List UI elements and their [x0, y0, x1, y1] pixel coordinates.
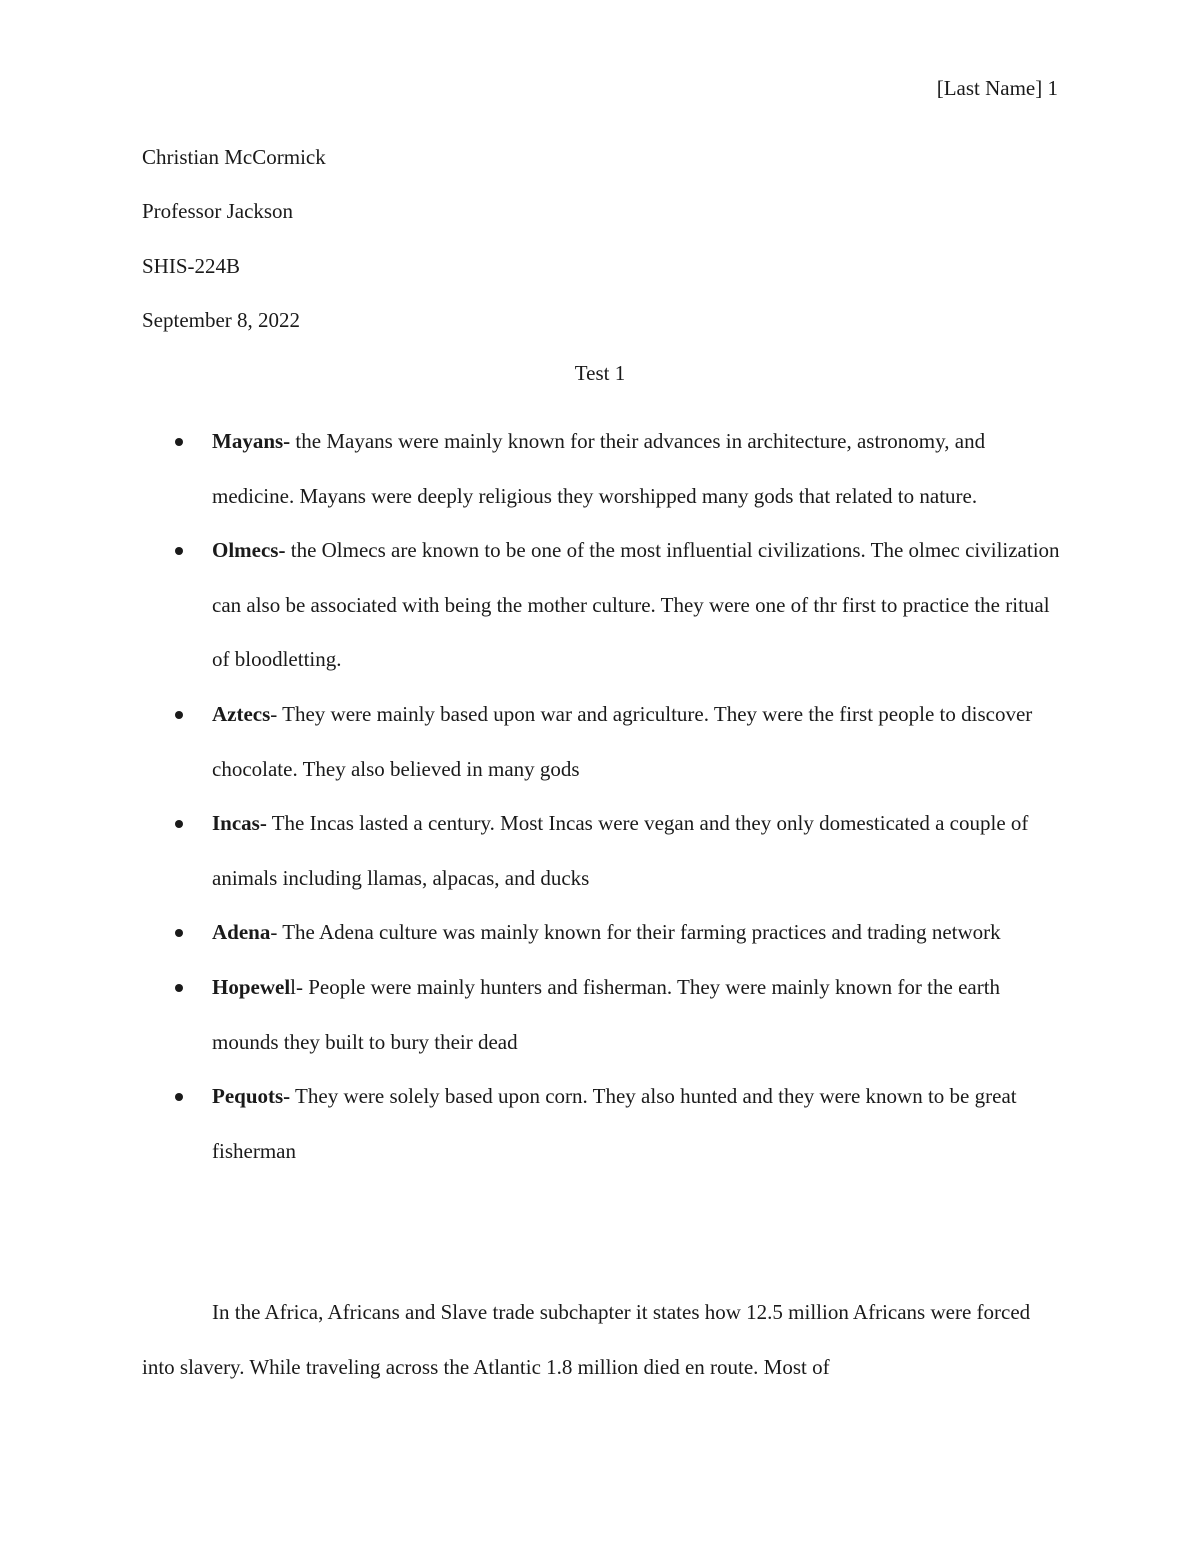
bullet-term: Hopewel [212, 974, 291, 999]
running-head: [Last Name] 1 [936, 76, 1058, 100]
bullet-text: - They were mainly based upon war and agriculture. They were the first people to discover chocolate. They also believed in many gods [212, 701, 1033, 781]
bullet-list [0, 414, 1200, 1178]
bullet-text: the Olmecs are known to be one of the most influential civilizations. The olmec civilization can also be associated with being the mother culture. They were one of thr first to practice the ritual of bloodletting. [212, 538, 1060, 672]
list-item [212, 796, 1060, 905]
bullet-icon [175, 820, 183, 828]
bullet-text: The Incas lasted a century. Most Incas were vegan and they only domesticated a couple of animals including llamas, alpacas, and ducks [212, 811, 1029, 890]
list-item [212, 523, 1060, 687]
bullet-icon [175, 984, 183, 992]
list-item [212, 687, 1060, 796]
list-item [212, 1069, 1060, 1178]
document-title: Test 1 [574, 361, 626, 385]
bullet-term: Aztecs [212, 701, 271, 726]
bullet-text: l- People were mainly hunters and fisherman. They were mainly known for the earth mounds they built to bury their dead [212, 974, 1001, 1054]
list-item [212, 960, 1060, 1069]
bullet-term: Olmecs- [212, 538, 286, 563]
bullet-icon [175, 1093, 183, 1101]
bullet-icon [175, 929, 183, 937]
bullet-icon [175, 438, 183, 446]
course-code: SHIS-224B [142, 254, 241, 278]
list-item [212, 905, 1060, 960]
bullet-term: Mayans- [212, 429, 291, 453]
bullet-term: Pequots- [212, 1084, 291, 1109]
document-date: September 8, 2022 [142, 308, 301, 332]
list-item [212, 414, 1060, 523]
bullet-text: - The Adena culture was mainly known for their farming practices and trading network [270, 920, 1001, 945]
bullet-term: Incas- [212, 811, 267, 836]
student-name: Christian McCormick [142, 145, 326, 169]
bullet-term: Adena [212, 920, 271, 945]
bullet-text: the Mayans were mainly known for their advances in architecture, astronomy, and medicine. Mayans were deeply religious they worshipped many gods that related to nature. [212, 429, 986, 508]
bullet-text: They were solely based upon corn. They also hunted and they were known to be great fisherman [212, 1084, 1017, 1163]
bullet-icon [175, 547, 183, 555]
bullet-icon [175, 711, 183, 719]
body-paragraph: In the Africa, Africans and Slave trade subchapter it states how 12.5 million Africans were forced into slavery. While traveling across the Atlantic 1.8 million died en route. Most of [142, 1300, 1031, 1379]
professor-name: Professor Jackson [142, 199, 294, 223]
